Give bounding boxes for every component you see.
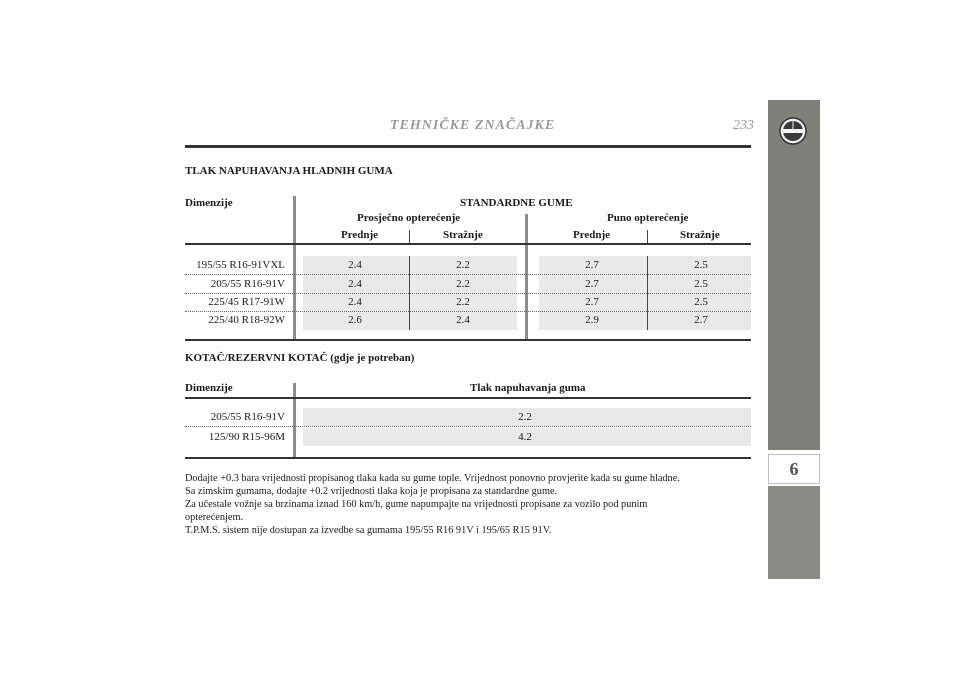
row-separator bbox=[409, 256, 410, 330]
table-cell-full-front: 2.7 bbox=[585, 296, 599, 308]
full-front-header: Prednje bbox=[573, 229, 611, 241]
note-line: opterećenjem. bbox=[185, 512, 244, 523]
table-row-dim: 225/45 R17-91W bbox=[208, 296, 285, 308]
table-row-dim: 125/90 R15-96M bbox=[208, 431, 285, 443]
row-divider bbox=[185, 426, 751, 427]
pressure-header: Tlak napuhavanja guma bbox=[470, 382, 586, 394]
row-divider bbox=[185, 311, 751, 312]
table-cell-full-rear: 2.7 bbox=[694, 314, 708, 326]
column-divider bbox=[293, 383, 296, 457]
dimensions-header: Dimenzije bbox=[185, 382, 233, 394]
table-bottom-rule bbox=[185, 339, 751, 341]
table-cell-avg-front: 2.4 bbox=[348, 296, 362, 308]
note-line: Za učestale vožnje sa brzinama iznad 160 km/h, gume napumpajte na vrijednosti propisane za vozilo pod punim bbox=[185, 499, 648, 510]
note-line: Dodajte +0.3 bara vrijednosti propisanog tlaka kada su gume tople. Vrijednost ponovno provjerite kada su gume hladne. bbox=[185, 473, 680, 484]
row-divider bbox=[185, 293, 751, 294]
chapter-tab-bottom bbox=[768, 486, 820, 579]
full-rear-header: Stražnje bbox=[680, 229, 720, 241]
table-cell-avg-front: 2.4 bbox=[348, 278, 362, 290]
table-cell-avg-front: 2.4 bbox=[348, 259, 362, 271]
table-cell-avg-rear: 2.4 bbox=[456, 314, 470, 326]
full-load-header: Puno opterećenje bbox=[607, 212, 689, 224]
dimensions-header: Dimenzije bbox=[185, 197, 233, 209]
header-rule bbox=[185, 145, 751, 148]
avg-front-header: Prednje bbox=[341, 229, 379, 241]
table-cell-avg-rear: 2.2 bbox=[456, 259, 470, 271]
section-title-spare-wheel: KOTAČ/REZERVNI KOTAČ (gdje je potreban) bbox=[185, 352, 415, 364]
table-cell-full-rear: 2.5 bbox=[694, 259, 708, 271]
average-load-header: Prosječno opterećenje bbox=[357, 212, 461, 224]
table-row-dim: 225/40 R18-92W bbox=[208, 314, 285, 326]
standard-tyres-header: STANDARDNE GUME bbox=[460, 197, 573, 209]
header-separator bbox=[647, 230, 648, 244]
section-title-cold-tyre-pressure: TLAK NAPUHAVANJA HLADNIH GUMA bbox=[185, 165, 393, 177]
table-cell-avg-rear: 2.2 bbox=[456, 278, 470, 290]
row-divider bbox=[185, 274, 751, 275]
table-row-dim: 205/55 R16-91V bbox=[210, 278, 285, 290]
column-divider bbox=[293, 196, 296, 340]
row-separator bbox=[647, 256, 648, 330]
table-cell-pressure: 4.2 bbox=[518, 431, 532, 443]
table-cell-full-front: 2.9 bbox=[585, 314, 599, 326]
avg-rear-header: Stražnje bbox=[443, 229, 483, 241]
lancia-logo-icon bbox=[778, 116, 808, 146]
table-header-rule bbox=[185, 243, 751, 245]
table-cell-pressure: 2.2 bbox=[518, 411, 532, 423]
table-row-dim: 205/55 R16-91V bbox=[210, 411, 285, 423]
table-header-rule bbox=[185, 397, 751, 399]
page-number: 233 bbox=[733, 118, 754, 133]
table-cell-full-front: 2.7 bbox=[585, 259, 599, 271]
chapter-tab-top bbox=[768, 100, 820, 450]
note-line: Sa zimskim gumama, dodajte +0.2 vrijednosti tlaka koja je propisana za standardne gume. bbox=[185, 486, 558, 497]
table-cell-full-rear: 2.5 bbox=[694, 296, 708, 308]
table-bottom-rule bbox=[185, 457, 751, 459]
table-cell-avg-front: 2.6 bbox=[348, 314, 362, 326]
table-cell-full-front: 2.7 bbox=[585, 278, 599, 290]
chapter-number: 6 bbox=[768, 454, 820, 484]
column-divider bbox=[525, 214, 528, 340]
header-separator bbox=[409, 230, 410, 244]
table-cell-avg-rear: 2.2 bbox=[456, 296, 470, 308]
table-row-dim: 195/55 R16-91VXL bbox=[196, 259, 285, 271]
note-line: T.P.M.S. sistem nije dostupan za izvedbe sa gumama 195/55 R16 91V i 195/65 R15 91V. bbox=[185, 525, 552, 536]
table-cell-full-rear: 2.5 bbox=[694, 278, 708, 290]
page-header-title: TEHNIČKE ZNAČAJKE bbox=[390, 118, 556, 133]
